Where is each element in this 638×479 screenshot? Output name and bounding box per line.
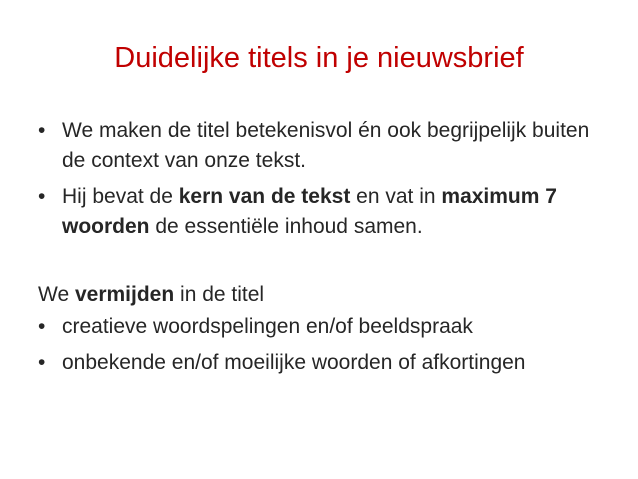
bullet-item <box>38 348 618 378</box>
bold-text: kern van de tekst <box>178 185 351 208</box>
bullet-text-part: en vat in <box>350 185 442 208</box>
bullet-text: onbekende en/of moeilijke woorden of afkortingen <box>62 351 526 374</box>
bullet-item <box>38 182 618 242</box>
intro-text: in de titel <box>174 283 265 306</box>
bullet-icon: • <box>38 351 46 374</box>
intro-line <box>38 280 618 310</box>
bullet-text-part: de essentiële inhoud samen. <box>149 215 423 238</box>
bullet-text-part: Hij bevat de <box>62 185 179 208</box>
bullet-text: We maken de titel betekenisvol én ook begrijpelijk buiten de context van onze tekst. <box>62 119 590 172</box>
slide-content <box>38 116 618 384</box>
bullet-icon: • <box>38 185 46 208</box>
bold-text: maximum 7 woorden <box>62 185 557 238</box>
bullet-icon: • <box>38 119 46 142</box>
bullet-icon: • <box>38 315 46 338</box>
bullet-text: creatieve woordspelingen en/of beeldspraak <box>62 315 473 338</box>
paragraph-spacer <box>38 248 618 280</box>
bullet-item <box>38 312 618 342</box>
intro-text: We <box>38 283 75 306</box>
bold-text: vermijden <box>74 283 175 306</box>
bullet-item <box>38 116 618 176</box>
slide-title: Duidelijke titels in je nieuwsbrief <box>114 42 524 74</box>
